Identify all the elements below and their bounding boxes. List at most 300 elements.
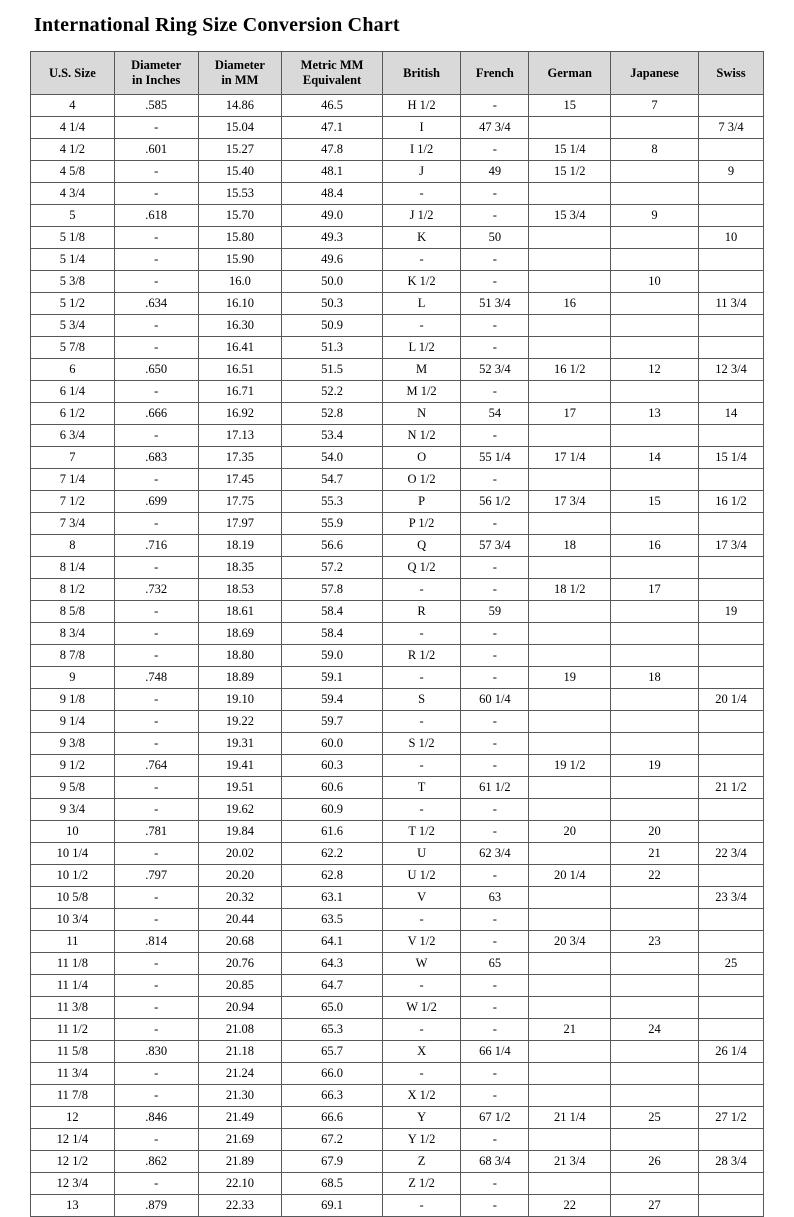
table-cell: - <box>382 1195 461 1217</box>
table-cell: 22 <box>529 1195 611 1217</box>
table-cell: 23 3/4 <box>699 887 764 909</box>
table-cell <box>529 513 611 535</box>
table-cell: 12 3/4 <box>699 359 764 381</box>
table-cell: 17.75 <box>198 491 282 513</box>
table-cell: 9 3/8 <box>31 733 115 755</box>
table-header <box>31 52 764 95</box>
table-row <box>31 1063 764 1085</box>
table-cell: N 1/2 <box>382 425 461 447</box>
table-cell: 14 <box>611 447 699 469</box>
table-cell: 59 <box>461 601 529 623</box>
table-cell <box>611 293 699 315</box>
table-row <box>31 1019 764 1041</box>
table-cell: 23 <box>611 931 699 953</box>
table-cell: 13 <box>31 1195 115 1217</box>
table-row <box>31 293 764 315</box>
table-cell <box>699 1063 764 1085</box>
table-cell <box>529 711 611 733</box>
table-cell: - <box>461 931 529 953</box>
table-row <box>31 953 764 975</box>
table-cell: - <box>461 909 529 931</box>
table-cell: 16.10 <box>198 293 282 315</box>
table-cell <box>611 645 699 667</box>
table-cell <box>611 953 699 975</box>
table-cell: 22 3/4 <box>699 843 764 865</box>
table-row <box>31 1129 764 1151</box>
table-cell: 54.0 <box>282 447 383 469</box>
table-cell: 12 1/2 <box>31 1151 115 1173</box>
table-cell: R <box>382 601 461 623</box>
table-row <box>31 315 764 337</box>
column-header-2 <box>198 52 282 95</box>
column-header-line1: Japanese <box>630 65 679 80</box>
table-cell: 69.1 <box>282 1195 383 1217</box>
table-cell: 20 3/4 <box>529 931 611 953</box>
table-cell <box>529 1085 611 1107</box>
table-cell: Z <box>382 1151 461 1173</box>
table-row <box>31 469 764 491</box>
table-row <box>31 1195 764 1217</box>
table-cell <box>529 249 611 271</box>
table-cell: 59.0 <box>282 645 383 667</box>
table-row <box>31 601 764 623</box>
table-cell: 49.3 <box>282 227 383 249</box>
table-cell <box>699 579 764 601</box>
table-cell: X <box>382 1041 461 1063</box>
table-cell: 22.10 <box>198 1173 282 1195</box>
table-cell: 9 <box>611 205 699 227</box>
column-header-3 <box>282 52 383 95</box>
table-cell: 20.85 <box>198 975 282 997</box>
table-cell <box>611 425 699 447</box>
table-cell: 15 <box>611 491 699 513</box>
table-cell: 21.49 <box>198 1107 282 1129</box>
table-cell <box>699 623 764 645</box>
table-cell: - <box>382 799 461 821</box>
table-cell: J 1/2 <box>382 205 461 227</box>
table-cell: 65.3 <box>282 1019 383 1041</box>
table-cell: 7 <box>611 95 699 117</box>
table-cell: .618 <box>114 205 198 227</box>
table-cell: 5 3/8 <box>31 271 115 293</box>
table-cell: K 1/2 <box>382 271 461 293</box>
table-cell: 17 <box>529 403 611 425</box>
table-row <box>31 513 764 535</box>
table-cell <box>699 711 764 733</box>
table-cell: - <box>461 865 529 887</box>
table-cell: 12 3/4 <box>31 1173 115 1195</box>
table-cell: 8 <box>611 139 699 161</box>
table-cell: K <box>382 227 461 249</box>
table-cell <box>699 205 764 227</box>
table-cell: 10 5/8 <box>31 887 115 909</box>
table-cell: 12 <box>31 1107 115 1129</box>
table-cell: 25 <box>611 1107 699 1129</box>
table-cell <box>529 975 611 997</box>
table-cell: .585 <box>114 95 198 117</box>
table-cell <box>611 799 699 821</box>
table-cell <box>699 821 764 843</box>
table-cell: 55 1/4 <box>461 447 529 469</box>
table-cell: I 1/2 <box>382 139 461 161</box>
table-cell: 11 1/4 <box>31 975 115 997</box>
table-cell <box>699 337 764 359</box>
table-cell: - <box>114 557 198 579</box>
table-cell: - <box>114 645 198 667</box>
table-cell <box>611 161 699 183</box>
table-cell: 61 1/2 <box>461 777 529 799</box>
table-cell: 15.70 <box>198 205 282 227</box>
table-cell: 58.4 <box>282 623 383 645</box>
table-cell: - <box>461 623 529 645</box>
table-row <box>31 1107 764 1129</box>
table-cell: 11 <box>31 931 115 953</box>
table-cell: O <box>382 447 461 469</box>
table-cell <box>699 1129 764 1151</box>
table-cell: 16 <box>611 535 699 557</box>
table-cell: S 1/2 <box>382 733 461 755</box>
table-cell: 16.71 <box>198 381 282 403</box>
table-cell: 14 <box>699 403 764 425</box>
table-cell <box>529 733 611 755</box>
table-cell: - <box>461 1173 529 1195</box>
table-row <box>31 975 764 997</box>
table-cell <box>529 557 611 579</box>
table-cell: 15.53 <box>198 183 282 205</box>
table-cell <box>611 469 699 491</box>
table-cell: 20.20 <box>198 865 282 887</box>
table-cell: .601 <box>114 139 198 161</box>
table-cell: 7 <box>31 447 115 469</box>
ring-size-conversion-table <box>30 51 764 1217</box>
table-cell: 59.7 <box>282 711 383 733</box>
table-cell: Q <box>382 535 461 557</box>
table-cell: 6 1/4 <box>31 381 115 403</box>
table-cell: 9 3/4 <box>31 799 115 821</box>
table-cell: - <box>382 975 461 997</box>
table-cell: 15 1/2 <box>529 161 611 183</box>
table-cell: 20 <box>611 821 699 843</box>
table-cell: 10 <box>31 821 115 843</box>
table-cell: 16.92 <box>198 403 282 425</box>
table-row <box>31 711 764 733</box>
table-row <box>31 733 764 755</box>
table-cell: 19 <box>529 667 611 689</box>
column-header-4 <box>382 52 461 95</box>
table-cell: 49.6 <box>282 249 383 271</box>
table-cell: - <box>461 95 529 117</box>
table-cell: - <box>114 689 198 711</box>
table-cell: 63 <box>461 887 529 909</box>
table-cell: 5 1/2 <box>31 293 115 315</box>
table-cell: O 1/2 <box>382 469 461 491</box>
table-cell: 55.9 <box>282 513 383 535</box>
table-cell: 17 3/4 <box>699 535 764 557</box>
table-cell: 55.3 <box>282 491 383 513</box>
table-row <box>31 183 764 205</box>
table-cell <box>699 315 764 337</box>
table-cell: 60.0 <box>282 733 383 755</box>
table-row <box>31 491 764 513</box>
table-cell: 65.7 <box>282 1041 383 1063</box>
table-cell: 19 1/2 <box>529 755 611 777</box>
table-cell: 18.19 <box>198 535 282 557</box>
table-cell <box>529 1173 611 1195</box>
table-cell: R 1/2 <box>382 645 461 667</box>
table-cell: - <box>114 711 198 733</box>
table-cell: 6 <box>31 359 115 381</box>
table-cell: 21.08 <box>198 1019 282 1041</box>
table-cell: 18 <box>529 535 611 557</box>
column-header-line1: Swiss <box>716 65 746 80</box>
table-cell: 64.7 <box>282 975 383 997</box>
table-cell: - <box>114 337 198 359</box>
table-cell: - <box>461 249 529 271</box>
table-cell: 4 1/4 <box>31 117 115 139</box>
table-cell: 16 1/2 <box>699 491 764 513</box>
table-cell: 50.0 <box>282 271 383 293</box>
table-cell: .732 <box>114 579 198 601</box>
table-cell: 24 <box>611 1019 699 1041</box>
table-cell: - <box>114 315 198 337</box>
table-cell: - <box>114 601 198 623</box>
table-cell: 17.35 <box>198 447 282 469</box>
table-cell: 27 <box>611 1195 699 1217</box>
table-row <box>31 1173 764 1195</box>
table-cell: 5 3/4 <box>31 315 115 337</box>
table-cell: - <box>114 777 198 799</box>
table-cell: 17.45 <box>198 469 282 491</box>
table-cell: - <box>114 513 198 535</box>
table-row <box>31 667 764 689</box>
table-cell <box>611 513 699 535</box>
table-cell: - <box>461 425 529 447</box>
table-cell: 64.1 <box>282 931 383 953</box>
table-cell: 52.2 <box>282 381 383 403</box>
table-cell: - <box>461 1085 529 1107</box>
table-cell <box>611 711 699 733</box>
table-cell: 5 1/4 <box>31 249 115 271</box>
table-cell: 9 <box>699 161 764 183</box>
table-cell: P 1/2 <box>382 513 461 535</box>
table-cell <box>611 777 699 799</box>
table-cell <box>699 865 764 887</box>
table-cell: 26 1/4 <box>699 1041 764 1063</box>
table-cell: 49.0 <box>282 205 383 227</box>
table-cell: - <box>114 117 198 139</box>
table-cell: M 1/2 <box>382 381 461 403</box>
table-cell: 7 1/2 <box>31 491 115 513</box>
table-cell <box>699 1085 764 1107</box>
column-header-line1: British <box>403 65 440 80</box>
table-cell: 65.0 <box>282 997 383 1019</box>
table-cell: 15 3/4 <box>529 205 611 227</box>
table-cell <box>611 975 699 997</box>
table-cell <box>529 469 611 491</box>
table-cell: .666 <box>114 403 198 425</box>
table-cell: - <box>382 711 461 733</box>
table-cell: - <box>114 1085 198 1107</box>
table-cell: L <box>382 293 461 315</box>
table-cell: - <box>114 733 198 755</box>
table-cell: - <box>461 1129 529 1151</box>
table-cell: - <box>114 183 198 205</box>
table-cell <box>611 315 699 337</box>
table-cell: .830 <box>114 1041 198 1063</box>
table-cell: 20 1/4 <box>699 689 764 711</box>
table-cell: 10 <box>611 271 699 293</box>
table-cell: - <box>382 249 461 271</box>
table-cell: .683 <box>114 447 198 469</box>
table-cell <box>611 887 699 909</box>
table-cell: V <box>382 887 461 909</box>
table-cell: Q 1/2 <box>382 557 461 579</box>
table-cell: 12 <box>611 359 699 381</box>
table-cell: 28 3/4 <box>699 1151 764 1173</box>
table-cell <box>529 271 611 293</box>
table-cell: 51.3 <box>282 337 383 359</box>
table-row <box>31 909 764 931</box>
table-cell: 15 1/4 <box>699 447 764 469</box>
table-cell: - <box>114 249 198 271</box>
table-cell: 18 1/2 <box>529 579 611 601</box>
table-cell <box>611 249 699 271</box>
table-cell: 19 <box>699 601 764 623</box>
table-cell: 8 1/2 <box>31 579 115 601</box>
table-cell: 4 5/8 <box>31 161 115 183</box>
table-cell: - <box>114 997 198 1019</box>
table-cell: 19.22 <box>198 711 282 733</box>
table-cell: Y 1/2 <box>382 1129 461 1151</box>
table-header-row <box>31 52 764 95</box>
table-row <box>31 865 764 887</box>
table-cell: 20 1/4 <box>529 865 611 887</box>
table-cell: 57.8 <box>282 579 383 601</box>
table-cell: - <box>382 1019 461 1041</box>
table-cell: - <box>114 1019 198 1041</box>
table-cell <box>699 95 764 117</box>
table-cell: 57.2 <box>282 557 383 579</box>
table-cell <box>699 799 764 821</box>
table-body <box>31 95 764 1217</box>
table-cell: 47.1 <box>282 117 383 139</box>
table-cell: 19.41 <box>198 755 282 777</box>
table-cell <box>529 227 611 249</box>
table-row <box>31 271 764 293</box>
table-cell <box>611 1063 699 1085</box>
table-cell <box>529 887 611 909</box>
table-cell: 66.0 <box>282 1063 383 1085</box>
table-cell: 20.02 <box>198 843 282 865</box>
table-cell: 11 1/2 <box>31 1019 115 1041</box>
table-cell: - <box>461 271 529 293</box>
table-cell <box>529 183 611 205</box>
table-cell <box>529 799 611 821</box>
table-row <box>31 205 764 227</box>
table-cell: 11 1/8 <box>31 953 115 975</box>
table-row <box>31 161 764 183</box>
table-cell: .699 <box>114 491 198 513</box>
table-cell: - <box>114 887 198 909</box>
table-cell: 56.6 <box>282 535 383 557</box>
table-cell: 15.27 <box>198 139 282 161</box>
table-cell <box>611 1085 699 1107</box>
table-cell <box>611 227 699 249</box>
table-cell: 7 1/4 <box>31 469 115 491</box>
table-cell: 10 1/2 <box>31 865 115 887</box>
table-cell: - <box>114 1129 198 1151</box>
table-cell: - <box>461 1063 529 1085</box>
table-cell: 51 3/4 <box>461 293 529 315</box>
table-row <box>31 579 764 601</box>
table-cell: 9 <box>31 667 115 689</box>
table-cell: 68.5 <box>282 1173 383 1195</box>
table-cell: 11 3/4 <box>699 293 764 315</box>
table-cell: 17 1/4 <box>529 447 611 469</box>
table-row <box>31 843 764 865</box>
table-cell <box>699 249 764 271</box>
table-row <box>31 1151 764 1173</box>
table-cell: 62.8 <box>282 865 383 887</box>
table-cell: 10 1/4 <box>31 843 115 865</box>
table-cell: 8 1/4 <box>31 557 115 579</box>
table-cell: 16.0 <box>198 271 282 293</box>
table-cell: 7 3/4 <box>31 513 115 535</box>
table-cell: 6 3/4 <box>31 425 115 447</box>
table-cell: 58.4 <box>282 601 383 623</box>
table-cell: 5 7/8 <box>31 337 115 359</box>
table-cell: - <box>382 315 461 337</box>
table-cell <box>529 909 611 931</box>
column-header-6 <box>529 52 611 95</box>
table-cell: - <box>461 205 529 227</box>
table-cell: 18.53 <box>198 579 282 601</box>
table-cell <box>699 997 764 1019</box>
table-cell: 20.32 <box>198 887 282 909</box>
table-cell <box>529 1041 611 1063</box>
table-cell: 16.30 <box>198 315 282 337</box>
table-cell <box>611 1173 699 1195</box>
table-cell: 18.61 <box>198 601 282 623</box>
table-cell: 67 1/2 <box>461 1107 529 1129</box>
table-cell: 53.4 <box>282 425 383 447</box>
column-header-line1: U.S. Size <box>48 65 96 80</box>
table-row <box>31 535 764 557</box>
table-cell: 11 7/8 <box>31 1085 115 1107</box>
table-cell <box>611 557 699 579</box>
table-cell: 62 3/4 <box>461 843 529 865</box>
table-cell <box>699 381 764 403</box>
table-row <box>31 997 764 1019</box>
column-header-line2: in Inches <box>132 73 181 87</box>
table-cell <box>529 843 611 865</box>
table-cell <box>611 601 699 623</box>
table-cell: 18.89 <box>198 667 282 689</box>
table-cell: J <box>382 161 461 183</box>
table-cell: U 1/2 <box>382 865 461 887</box>
table-row <box>31 887 764 909</box>
table-cell: 19.51 <box>198 777 282 799</box>
table-cell: 67.9 <box>282 1151 383 1173</box>
table-cell: 4 3/4 <box>31 183 115 205</box>
table-cell: .634 <box>114 293 198 315</box>
table-cell <box>529 997 611 1019</box>
table-cell: 10 3/4 <box>31 909 115 931</box>
table-cell: W 1/2 <box>382 997 461 1019</box>
table-cell: 12 1/4 <box>31 1129 115 1151</box>
table-cell: T <box>382 777 461 799</box>
table-cell: - <box>382 755 461 777</box>
